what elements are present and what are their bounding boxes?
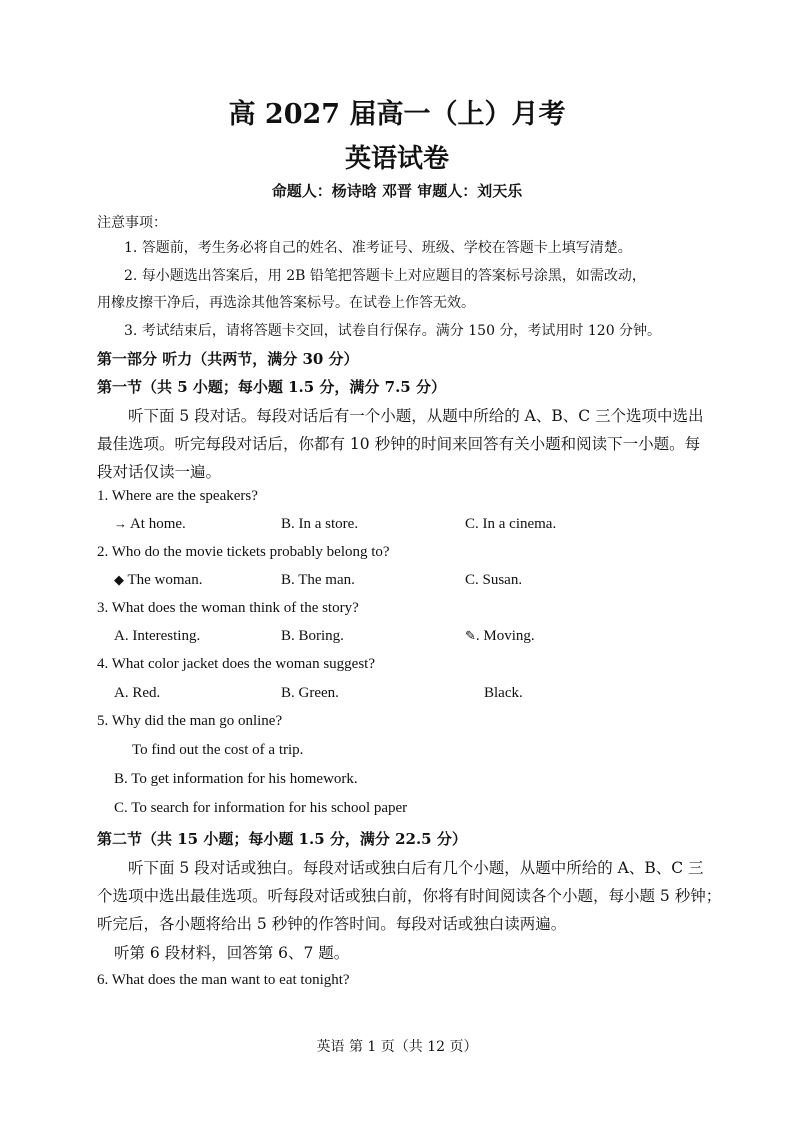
notice-item-2b: 用橡皮擦干净后，再选涂其他答案标号。在试卷上作答无效。	[97, 295, 475, 311]
q3-option-a: A. Interesting.	[114, 628, 201, 644]
exam-subtitle: 英语试卷	[344, 144, 449, 174]
page-footer: 英语 第 1 页（共 12 页）	[316, 1039, 478, 1055]
section2-instructions-2: 个选项中选出最佳选项。听每段对话或独白前，你将有时间阅读各个小题，每小题 5 秒钟；	[97, 887, 722, 905]
question-3: 3. What does the woman think of the story?	[97, 600, 359, 616]
part1-heading: 第一部分 听力（共两节，满分 30 分）	[97, 350, 359, 368]
material-6-instruction: 听第 6 段材料，回答第 6、7 题。	[114, 944, 350, 962]
notice-item-3: 3. 考试结束后，请将答题卡交回，试卷自行保存。满分 150 分，考试用时 120 分钟。	[124, 323, 662, 339]
q3-option-b: B. Boring.	[281, 628, 344, 644]
q3-option-c	[465, 628, 535, 645]
pen-mark-icon: ◆	[114, 572, 124, 587]
q2-option-b: B. The man.	[281, 572, 355, 588]
q3-option-c-text: . Moving.	[475, 628, 535, 644]
q1-option-a-text: At home.	[129, 516, 186, 532]
notice-item-2a: 2. 每小题选出答案后，用 2B 铅笔把答题卡上对应题目的答案标号涂黑，如需改动，	[124, 268, 646, 284]
notice-heading: 注意事项：	[97, 215, 167, 231]
question-5: 5. Why did the man go online?	[97, 713, 283, 729]
question-4: 4. What color jacket does the woman suggest?	[97, 656, 375, 672]
q4-option-b: B. Green.	[281, 685, 339, 701]
q5-option-a: To find out the cost of a trip.	[132, 742, 304, 758]
section1-instructions-2: 最佳选项。听完每段对话后，你都有 10 秒钟的时间来回答有关小题和阅读下一小题。每	[97, 435, 701, 453]
q4-option-a: A. Red.	[114, 685, 161, 701]
q1-option-c: C. In a cinema.	[465, 516, 557, 532]
q5-option-c: C. To search for information for his school paper	[114, 800, 408, 816]
question-6: 6. What does the man want to eat tonight?	[97, 972, 350, 988]
section2-instructions-1: 听下面 5 段对话或独白。每段对话或独白后有几个小题，从题中所给的 A、B、C 三	[128, 859, 704, 877]
notice-item-1: 1. 答题前，考生务必将自己的姓名、准考证号、班级、学校在答题卡上填写清楚。	[124, 240, 632, 256]
q2-option-c: C. Susan.	[465, 572, 523, 588]
q2-option-a	[114, 572, 202, 589]
section2-heading: 第二节（共 15 小题；每小题 1.5 分，满分 22.5 分）	[97, 830, 467, 848]
section1-heading: 第一节（共 5 小题；每小题 1.5 分，满分 7.5 分）	[97, 378, 446, 396]
section2-instructions-3: 听完后，各小题将给出 5 秒钟的作答时间。每段对话或独白读两遍。	[97, 915, 567, 933]
q5-option-b: B. To get information for his homework.	[114, 771, 358, 787]
pen-mark-icon: →	[114, 516, 127, 531]
q1-option-a	[114, 516, 186, 533]
section1-instructions-3: 段对话仅读一遍。	[97, 463, 222, 481]
q2-option-a-text: The woman.	[127, 572, 203, 588]
exam-authors: 命题人：杨诗晗 邓晋 审题人：刘天乐	[271, 182, 523, 200]
question-1: 1. Where are the speakers?	[97, 488, 258, 504]
section1-instructions-1: 听下面 5 段对话。每段对话后有一个小题，从题中所给的 A、B、C 三个选项中选出	[128, 407, 704, 425]
exam-title: 高 2027 届高一（上）月考	[228, 99, 566, 130]
q4-option-c: Black.	[484, 685, 523, 701]
pen-mark-icon: ✎	[465, 628, 476, 643]
question-2: 2. Who do the movie tickets probably belong to?	[97, 544, 390, 560]
q1-option-b: B. In a store.	[281, 516, 359, 532]
